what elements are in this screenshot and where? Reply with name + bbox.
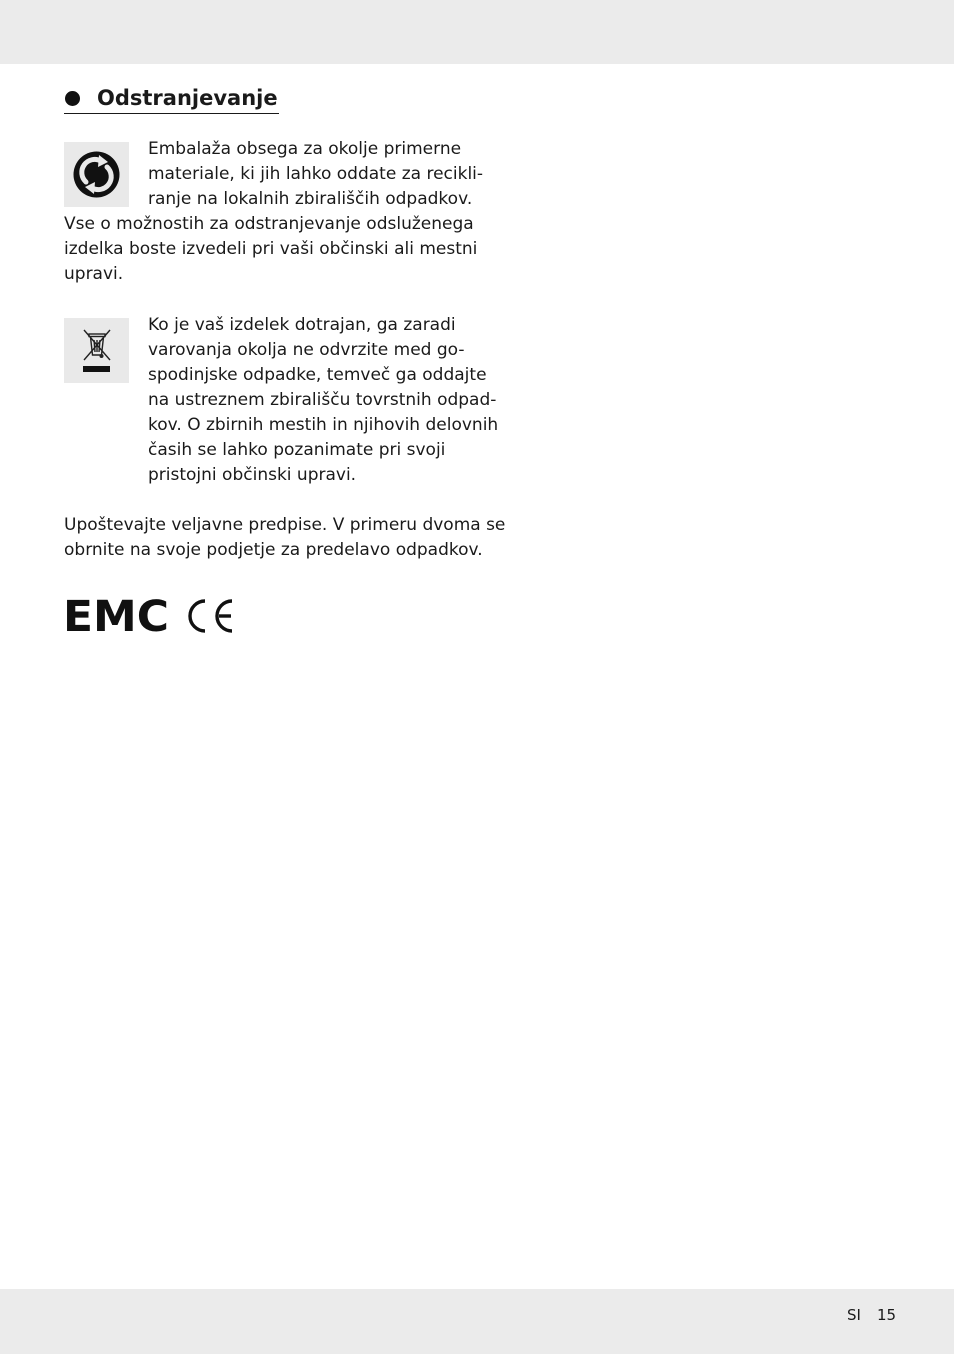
text-line: Ko je vaš izdelek dotrajan, ga zaradi xyxy=(148,315,456,335)
footer-page-number: 15 xyxy=(877,1306,897,1324)
text-line: izdelka boste izvedeli pri vaši občinski ali mestni xyxy=(64,239,478,259)
text-line: spodinjske odpadke, temveč ga oddajte xyxy=(148,365,487,385)
text-line: obrnite na svoje podjetje za predelavo odpadkov. xyxy=(64,540,483,560)
text-line: kov. O zbirnih mestih in njihovih delovnih xyxy=(148,415,499,435)
section-title: Odstranjevanje xyxy=(97,86,278,110)
text-line: varovanja okolja ne odvrzite med go- xyxy=(148,340,465,360)
emc-label: EMC xyxy=(63,593,169,639)
text-line: časih se lahko pozanimate pri svoji xyxy=(148,440,446,460)
header-band xyxy=(0,0,954,64)
text-line: na ustreznem zbirališču tovrstnih odpad- xyxy=(148,390,497,410)
crossed-out-wheelie-bin-icon xyxy=(64,318,129,383)
text-line: pristojni občinski upravi. xyxy=(148,465,357,485)
bullet-icon xyxy=(65,91,80,106)
green-dot-recycling-icon xyxy=(64,142,129,207)
text-line: Upoštevajte veljavne predpise. V primeru dvoma se xyxy=(64,515,506,535)
footer-language: SI xyxy=(847,1306,861,1324)
footer-band xyxy=(0,1289,954,1354)
text-line: Embalaža obsega za okolje primerne xyxy=(148,139,462,159)
text-line: materiale, ki jih lahko oddate za recikli- xyxy=(148,164,484,184)
packaging-text xyxy=(148,137,483,212)
packaging-continuation xyxy=(64,212,477,287)
emc-mark xyxy=(63,593,173,639)
ce-mark-icon xyxy=(186,598,236,634)
text-line: ranje na lokalnih zbirališčih odpadkov. xyxy=(148,189,473,209)
weee-text xyxy=(148,313,498,488)
regulations-text xyxy=(64,513,505,563)
text-line: upravi. xyxy=(64,264,124,284)
section-heading xyxy=(64,84,279,114)
text-line: Vse o možnostih za odstranjevanje odsluženega xyxy=(64,214,474,234)
